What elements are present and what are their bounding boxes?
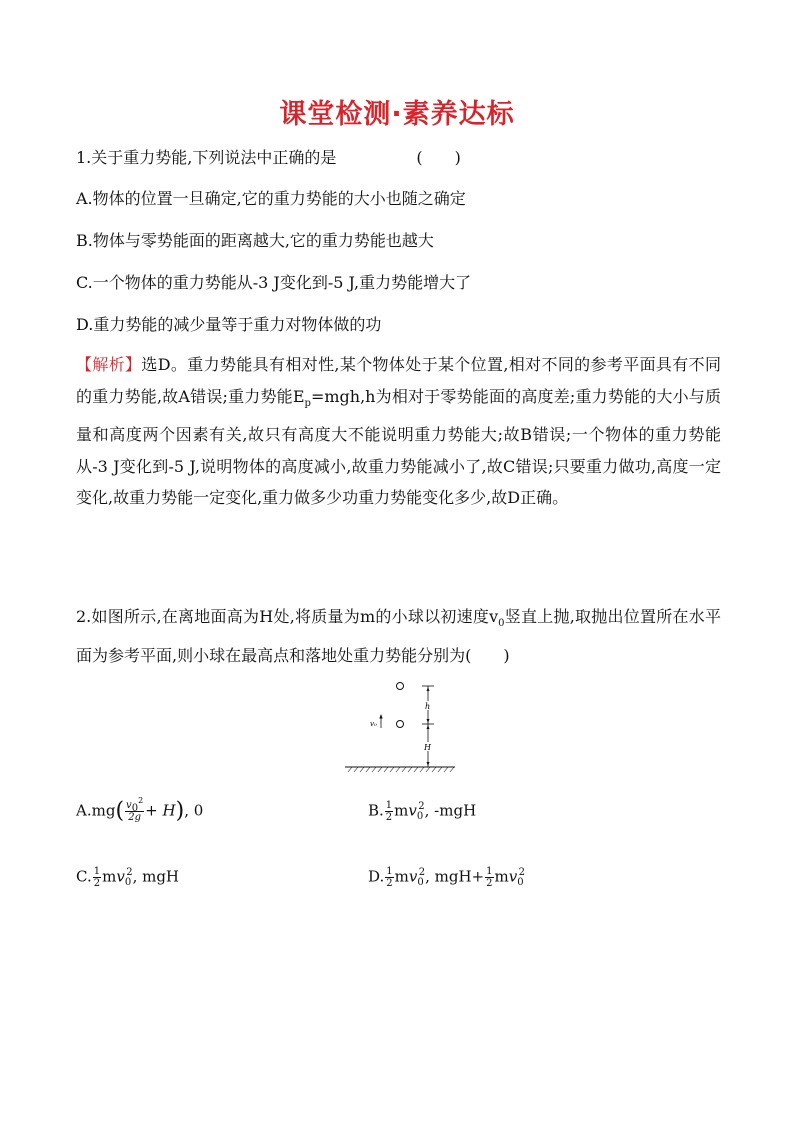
analysis-subscript: p [304,397,311,409]
h-label-text: h [425,702,431,711]
paren-open: ( [115,798,125,824]
analysis-tag: 【解析】 [76,355,142,374]
option-a-H: H [162,801,176,820]
q2-option-c: C. $\frac{1}{2}$ $mv_0^2$, mgH [76,866,180,889]
analysis-text-1: 选D。重力势能具有相对性,某个物体处于某个位置,相对不同的参考平面具有不同的重力势能,故A错误;重力势能E [76,355,721,406]
option-b-v: v [408,801,417,820]
q1-option-c: C.一个物体的重力势能从-3 J变化到-5 J,重力势能增大了 [76,273,472,292]
q1-answer-bracket: ( ) [416,148,461,167]
option-a-letter: A. [76,801,92,820]
q2-option-a [76,796,204,824]
option-b-m: m [394,801,409,820]
option-c-m: m [102,867,117,886]
ground-hatch [348,767,454,772]
option-d-fraction-2: $\frac{1}{2}$ [486,866,493,889]
page-title: 课堂检测·素养达标 [279,99,515,130]
option-c-fraction: $\frac{1}{2}$ [93,866,101,889]
q2-figure [340,676,460,776]
option-d-mid: , mgH+ [425,867,485,886]
analysis-text-2: =mgh,h为相对于零势能面的高度差;重力势能的大小与质量和高度两个因素有关,故只有高度大不能说明重力势能大;故B错误;一个物体的重力势能从-3 J变化到-5 J,说明物体的高度减小,故重力势能减小了,故C错误;只要重力做功,高度一定变化,故重力势能一定变化,重力做多少功重力势能变化多少,故D正确。 [76,386,721,508]
option-d-v2: v [508,867,518,886]
option-b-tail: , -mgH [424,801,477,820]
option-c-v: v [116,867,125,886]
option-a-mg: mg [91,801,116,820]
q2-stem-text-2: 竖直上抛,取抛出位置所在水平面为参考平面,则小球在最高点和落地处重力势能分别为( ) [76,607,721,665]
dim-arrow-3 [427,725,430,729]
option-b-fraction: $\frac{1}{2}$ [385,800,393,823]
paren-close: ) [175,798,185,824]
q2-stem-text-1: 2.如图所示,在离地面高为H处,将质量为m的小球以初速度v [76,607,499,626]
dim-arrow-4 [427,762,430,766]
ball-top [397,683,404,690]
option-a-plus: + [145,801,158,820]
option-a-tail: , 0 [184,801,204,820]
q2-option-b: B. $\frac{1}{2}$ $mv_0^2$, -mgH [368,800,477,823]
option-a-fraction: $\frac{v0^2}{2g}$ [126,796,144,823]
frac-num: v [126,800,132,811]
q1-option-b: B.物体与零势能面的距离越大,它的重力势能也越大 [76,231,434,250]
q1-option-d: D.重力势能的减少量等于重力对物体做的功 [76,315,382,334]
dim-arrow-2 [427,719,430,723]
option-c-tail: , mgH [132,867,180,886]
q1-option-a: A.物体的位置一旦确定,它的重力势能的大小也随之确定 [76,189,466,208]
q1-stem [76,148,461,168]
H-label-text: H [424,743,431,752]
velocity-arrowhead [379,714,382,719]
option-d-m2: m [494,867,509,886]
q2-stem-subscript: 0 [498,618,505,630]
velocity-label: v₀ [370,720,377,728]
option-b-letter: B. [368,801,384,820]
ball-launch [397,721,404,728]
q2-option-d: D. $\frac{1}{2}$ $mv_0^2$, mgH+ $\frac{1}{2}$ $mv_0^2$ [368,866,525,889]
q1-stem-text: 1.关于重力势能,下列说法中正确的是 [76,148,337,167]
dim-arrow-1 [427,687,430,691]
q1-analysis [76,349,721,514]
option-d-m: m [394,867,409,886]
option-d-fraction-1: $\frac{1}{2}$ [386,866,393,889]
option-c-letter: C. [76,867,92,886]
frac-den: 2g [128,812,141,823]
q2-stem [76,601,721,671]
option-d-letter: D. [368,867,385,886]
option-d-v: v [408,867,418,886]
